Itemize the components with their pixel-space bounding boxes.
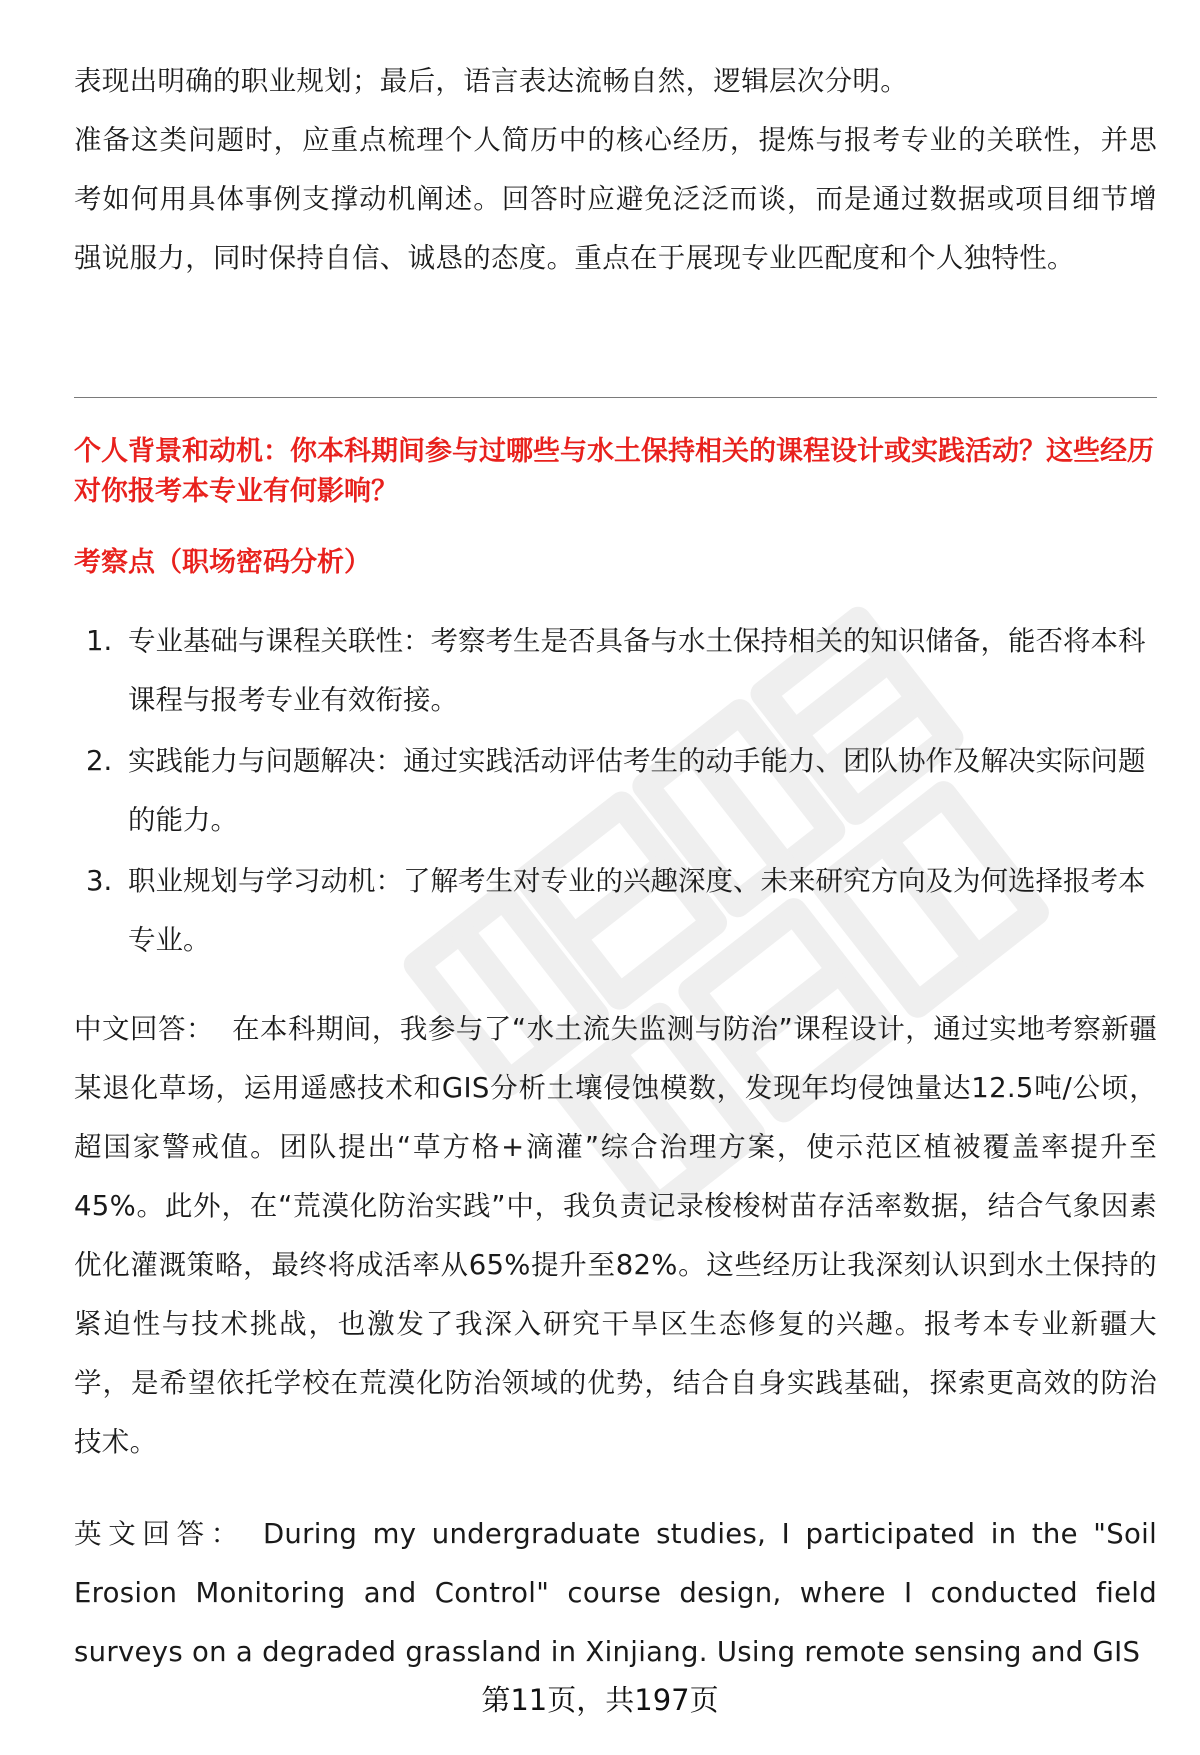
intro-section [74,52,1157,288]
english-answer [74,1505,1157,1682]
list-item [74,612,1157,730]
list-item-text: 职业规划与学习动机：了解考生对专业的兴趣深度、未来研究方向及为何选择报考本专业。 [128,865,1146,956]
intro-line: 表现出明确的职业规划；最后，语言表达流畅自然，逻辑层次分明。 [74,65,908,97]
english-answer-label: 英文回答： [74,1518,245,1550]
list-item [74,852,1157,970]
chinese-answer-text: 在本科期间，我参与了“水土流失监测与防治”课程设计，通过实地考察新疆某退化草场，运用遥感技术和GIS分析土壤侵蚀模数，发现年均侵蚀量达12.5吨/公顷，超国家警戒值。团队提出“草方格+滴灌”综合治理方案，使示范区植被覆盖率提升至45%。此外，在“荒漠化防治实践”中，我负责记录梭梭树苗存活率数据，结合气象因素优化灌溉策略，最终将成活率从65%提升至82%。这些经历让我深刻认识到水土保持的紧迫性与技术挑战，也激发了我深入研究干旱区生态修复的兴趣。报考本专业新疆大学，是希望依托学校在荒漠化防治领域的优势，结合自身实践基础，探索更高效的防治技术。 [74,1013,1157,1458]
chinese-answer [74,1000,1157,1472]
list-item-text: 实践能力与问题解决：通过实践活动评估考生的动手能力、团队协作及解决实际问题的能力。 [128,745,1146,836]
list-number: 1. [86,625,113,657]
page-footer: 第11页，共197页 [481,1683,719,1717]
list-item [74,732,1157,850]
list-number: 2. [86,745,113,777]
chinese-answer-label: 中文回答： [74,1013,214,1045]
section-title: 考察点（职场密码分析） [74,547,371,578]
question-heading: 个人背景和动机：你本科期间参与过哪些与水土保持相关的课程设计或实践活动？这些经历对你报考本专业有何影响？ [74,436,1154,507]
document-page [74,0,1157,1755]
assessment-points-list [74,612,1157,972]
list-item-text: 专业基础与课程关联性：考察考生是否具备与水土保持相关的知识储备，能否将本科课程与报考专业有效衔接。 [128,625,1146,716]
intro-paragraph: 准备这类问题时，应重点梳理个人简历中的核心经历，提炼与报考专业的关联性，并思考如何用具体事例支撑动机阐述。回答时应避免泛泛而谈，而是通过数据或项目细节增强说服力，同时保持自信、诚恳的态度。重点在于展现专业匹配度和个人独特性。 [74,124,1157,274]
section-divider [74,397,1157,398]
list-number: 3. [86,865,113,897]
english-answer-text: During my undergraduate studies, I participated in the "Soil Erosion Monitoring and Control" course design, where I conducted field surveys on a degraded grassland in Xinjiang. Using remote sensing and GIS [74,1518,1158,1668]
